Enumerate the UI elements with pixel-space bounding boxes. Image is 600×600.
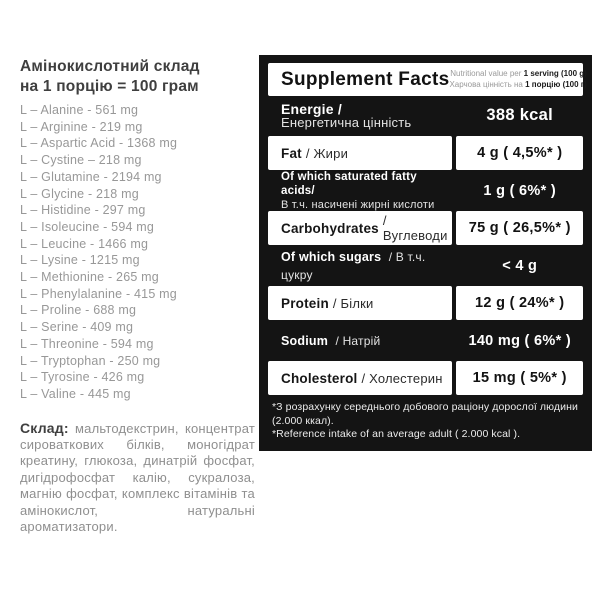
facts-header xyxy=(268,63,587,96)
amino-item: L – Serine - 409 mg xyxy=(20,320,134,335)
amino-acid-column xyxy=(20,57,255,549)
facts-row-carbohydrates xyxy=(268,210,583,248)
row-label: Sodium / Натрій xyxy=(281,333,381,348)
amino-item: L – Proline - 688 mg xyxy=(20,303,137,318)
facts-row-fat xyxy=(268,135,583,173)
row-label: Fat / Жири xyxy=(268,136,452,170)
amino-item: L – Arginine - 219 mg xyxy=(20,119,143,134)
amino-list xyxy=(20,102,255,403)
composition-paragraph xyxy=(20,420,255,536)
amino-item: L – Leucine - 1466 mg xyxy=(20,236,149,251)
facts-rows xyxy=(268,97,583,397)
composition-text: мальтодекстрин, концентрат сироваткових білків, моногідрат креатину, глюкоза, динатрій фосфат, дигідрофосфат калію, сукралоза, магнію фосфат, комплекс вітамінів та амінокислот, натуральні ароматизатори. xyxy=(20,420,255,535)
facts-row-protein xyxy=(268,285,583,323)
facts-footnote xyxy=(268,401,583,442)
amino-item: L – Aspartic Acid - 1368 mg xyxy=(20,136,178,151)
amino-item: L – Tyrosine - 426 mg xyxy=(20,370,145,385)
amino-item: L – Alanine - 561 mg xyxy=(20,103,139,117)
amino-item: L – Threonine - 594 mg xyxy=(20,336,154,351)
footnote-en: *Reference intake of an average adult ( 2.000 kcal ). xyxy=(272,428,521,440)
row-label: Carbohydrates / Вуглеводи xyxy=(268,211,452,245)
row-value: 15 mg ( 5%* ) xyxy=(456,361,583,395)
facts-row-sugars xyxy=(268,247,583,285)
row-value: < 4 g xyxy=(502,257,538,274)
row-value: 75 g ( 26,5%* ) xyxy=(456,211,583,245)
row-value: 140 mg ( 6%* ) xyxy=(468,332,571,349)
serving-note-en: Nutritional value per 1 serving (100 g) xyxy=(450,69,587,78)
facts-row-energy xyxy=(268,97,583,135)
row-label: Energie / Енергетична цінність xyxy=(281,100,412,130)
facts-row-saturated-fat xyxy=(268,172,583,210)
row-value: 1 g ( 6%* ) xyxy=(483,182,556,199)
row-label: Of which saturated fatty acids/ В т.ч. насичені жирні кислоти xyxy=(281,170,435,211)
amino-item: L – Tryptophan - 250 mg xyxy=(20,353,161,368)
amino-item: L – Glutamine - 2194 mg xyxy=(20,169,162,184)
amino-item: L – Methionine - 265 mg xyxy=(20,270,159,285)
row-label: Cholesterol / Холестерин xyxy=(268,361,452,395)
facts-row-sodium xyxy=(268,322,583,360)
footnote-ua: *З розрахунку середнього добового раціону дорослої людини (2.000 ккал). xyxy=(272,401,578,427)
serving-note-ua: Харчова цінність на 1 порцію (100 г) xyxy=(449,79,587,89)
row-value: 12 g ( 24%* ) xyxy=(456,286,583,320)
serving-note xyxy=(449,69,586,90)
row-value: 388 kcal xyxy=(486,106,554,125)
amino-item: L – Phenylalanine - 415 mg xyxy=(20,286,177,301)
amino-item: L – Cystine – 218 mg xyxy=(20,153,142,168)
amino-item: L – Lysine - 1215 mg xyxy=(20,253,140,268)
amino-item: L – Valine - 445 mg xyxy=(20,386,131,401)
amino-item: L – Isoleucine - 594 mg xyxy=(20,219,155,234)
row-label: Protein / Білки xyxy=(268,286,452,320)
row-value: 4 g ( 4,5%* ) xyxy=(456,136,583,170)
amino-title-line1: Амінокислотний склад xyxy=(20,58,200,75)
amino-item: L – Histidine - 297 mg xyxy=(20,203,146,218)
facts-row-cholesterol xyxy=(268,360,583,398)
supplement-facts-panel xyxy=(259,55,592,451)
amino-title-line2: на 1 порцію = 100 грам xyxy=(20,78,199,95)
row-label: Of which sugars / В т.ч. цукру xyxy=(281,249,426,282)
facts-title: Supplement Facts xyxy=(281,68,450,90)
composition-label: Склад: xyxy=(20,419,69,436)
amino-item: L – Glycine - 218 mg xyxy=(20,186,139,201)
